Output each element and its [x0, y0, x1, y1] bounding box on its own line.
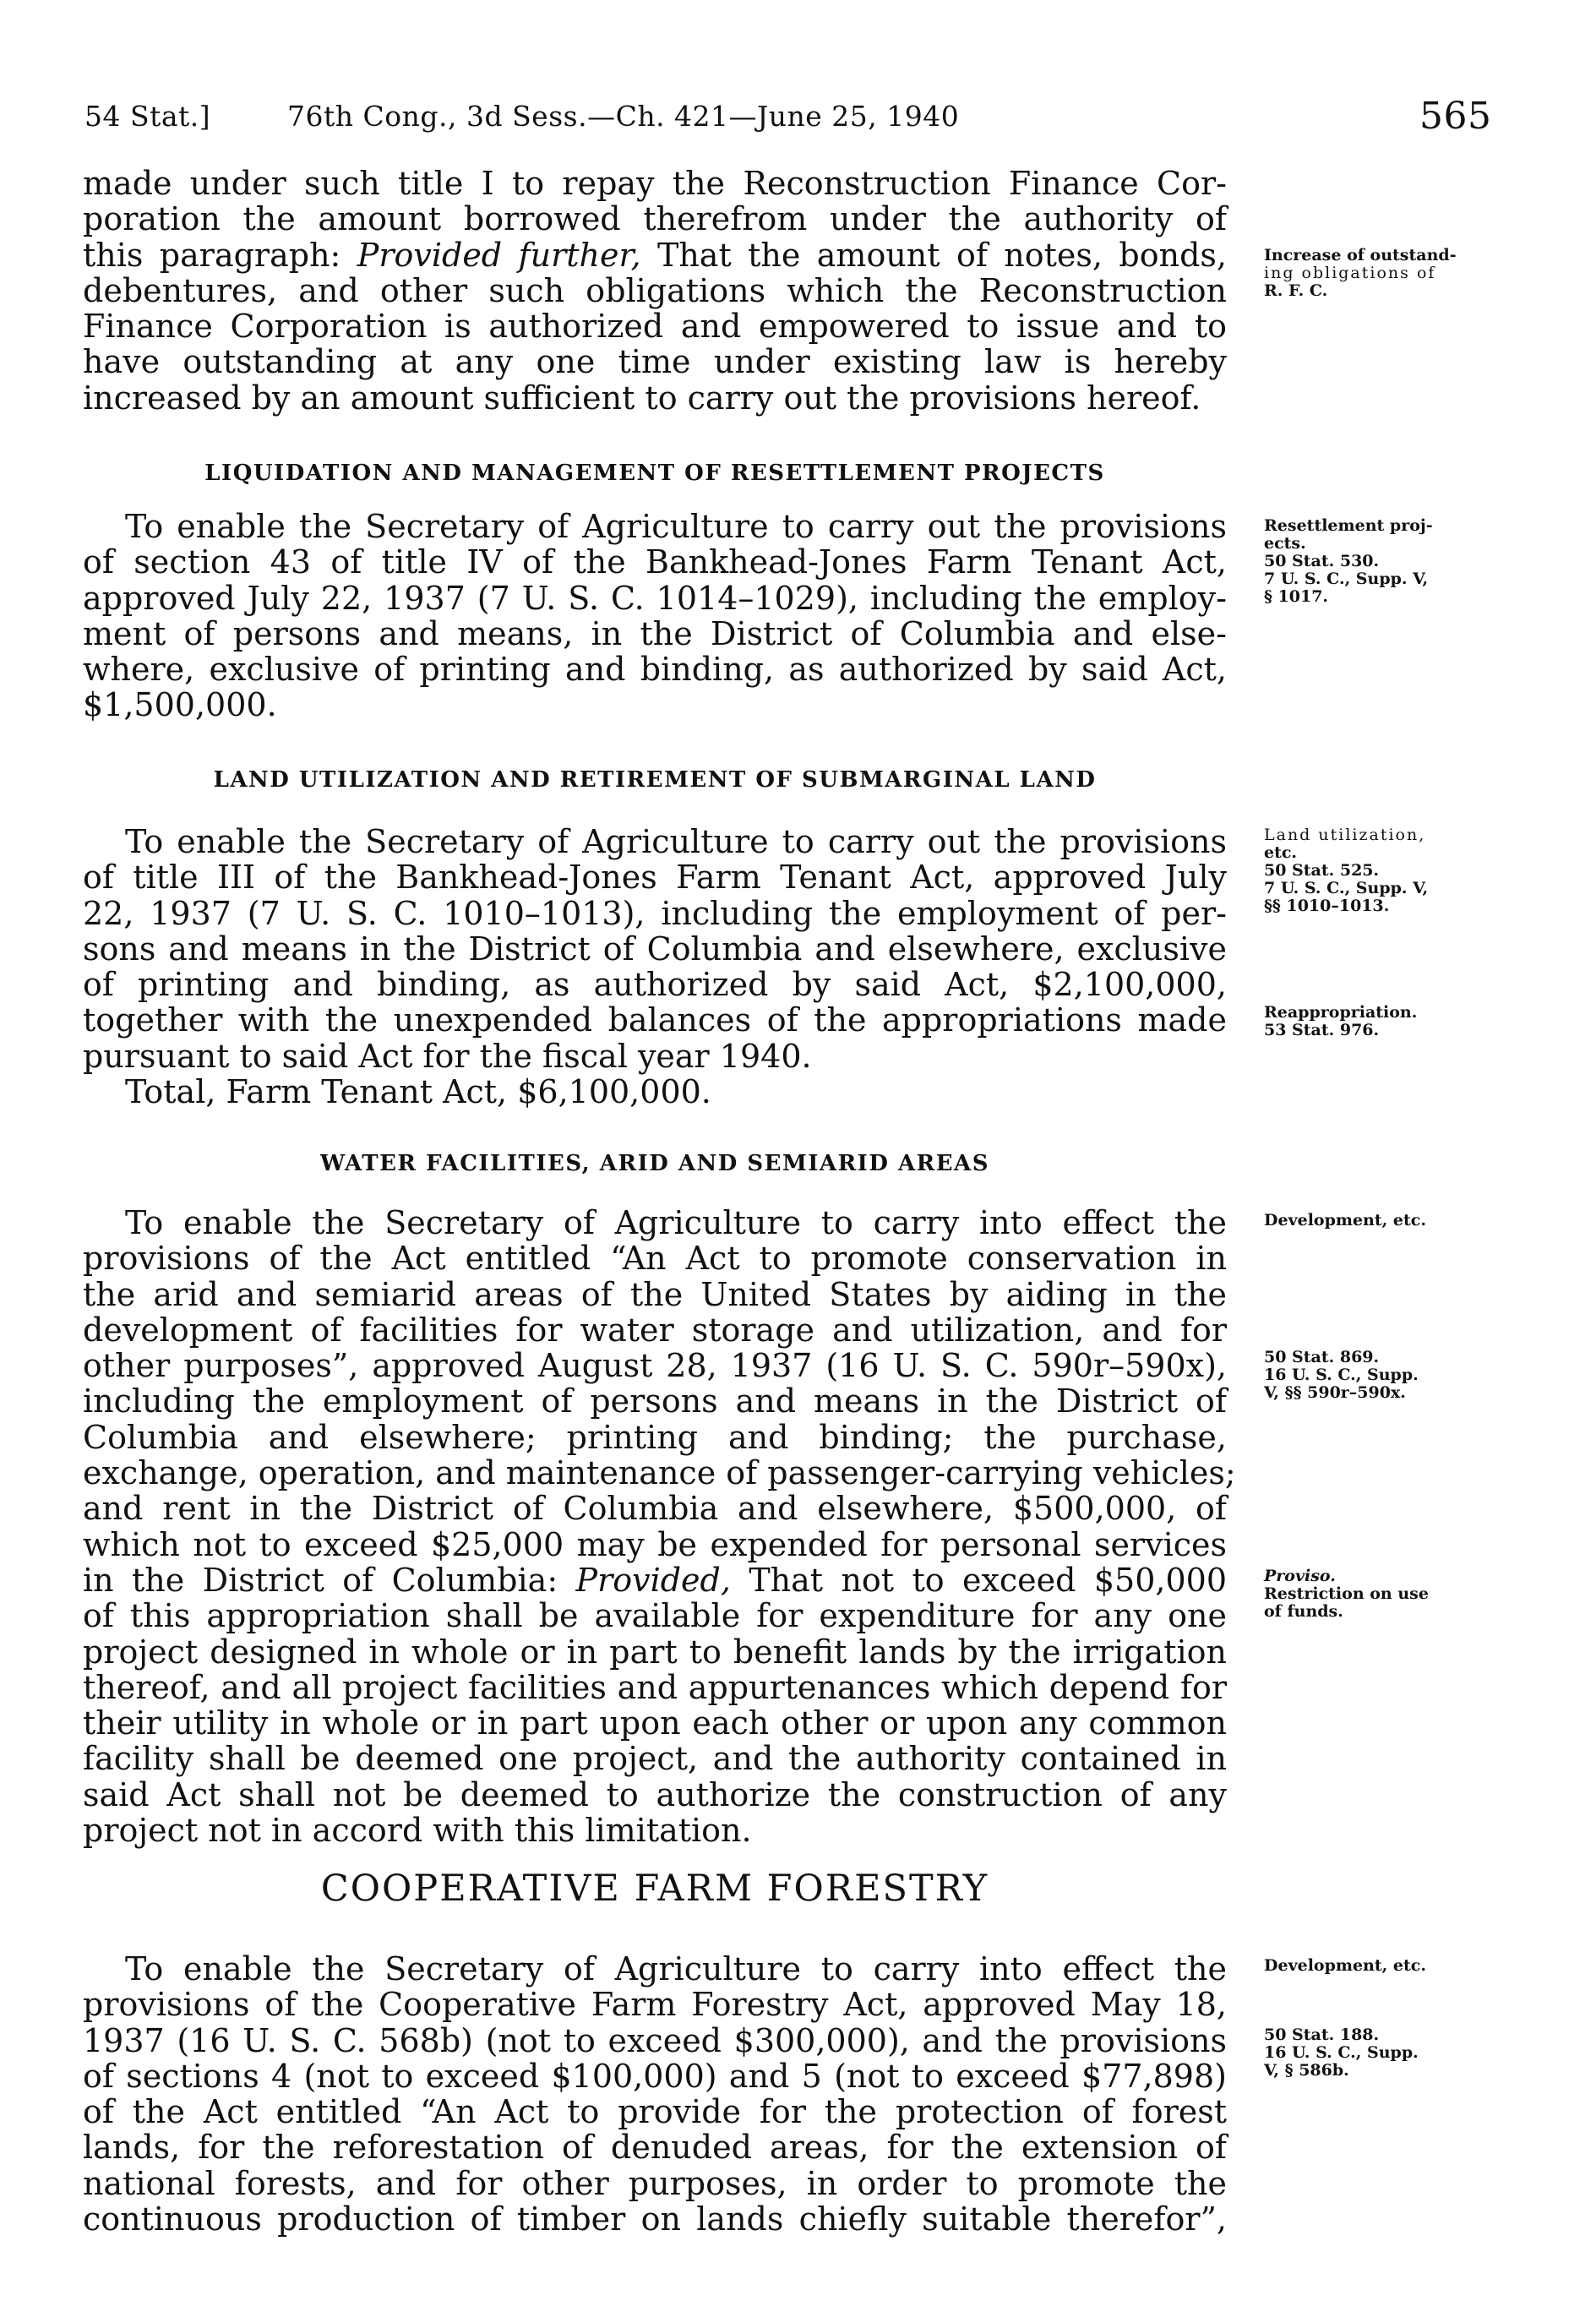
text-line: thereof, and all project facilities and appurtenances which depend for [83, 1668, 1227, 1706]
margin-note-line: 53 Stat. 976. [1264, 1021, 1380, 1039]
text-line: pursuant to said Act for the fiscal year 1940. [83, 1037, 812, 1075]
text-line: sons and means in the District of Columbia and elsewhere, exclusive [83, 930, 1227, 968]
text-line: other purposes”, approved August 28, 1937 (16 U. S. C. 590r–590x), [83, 1347, 1227, 1385]
margin-note-line: 7 U. S. C., Supp. V, [1264, 570, 1429, 588]
margin-note-rfc-obligations [1264, 247, 1492, 300]
text-line: have outstanding at any one time under existing law is hereby [83, 343, 1227, 381]
text-line: 22, 1937 (7 U. S. C. 1010–1013), including the employment of per- [83, 894, 1227, 932]
text-line: of sections 4 (not to exceed $100,000) and 5 (not to exceed $77,898) [83, 2057, 1227, 2095]
margin-note-line: §§ 1010–1013. [1264, 897, 1390, 915]
margin-note-line: Resettlement proj- [1264, 516, 1433, 535]
text-line: $1,500,000. [83, 686, 277, 724]
section-heading-water-facilities: WATER FACILITIES, ARID AND SEMIARID AREAS [319, 1151, 989, 1176]
text-line: including the employment of persons and means in the District of [83, 1382, 1227, 1420]
paragraph-cooperative-forestry [83, 1951, 1227, 2237]
margin-note-line: Land utilization, [1264, 826, 1426, 844]
text-line: continuous production of timber on lands chiefly suitable therefor”, [83, 2200, 1227, 2238]
text-line: ment of persons and means, in the District of Columbia and else- [83, 614, 1227, 652]
margin-note-line: 7 U. S. C., Supp. V, [1264, 879, 1429, 897]
margin-note-land-utilization [1264, 826, 1492, 915]
margin-note-line: Proviso. [1264, 1567, 1336, 1585]
margin-note-line: 50 Stat. 188. [1264, 2026, 1380, 2044]
text-line: increased by an amount sufficient to carry out the provisions hereof. [83, 379, 1201, 417]
text-line: provisions of the Cooperative Farm Forestry Act, approved May 18, [83, 1986, 1227, 2024]
margin-note-line: etc. [1264, 843, 1298, 862]
text-line: exchange, operation, and maintenance of passenger-carrying vehicles; [83, 1454, 1236, 1492]
margin-note-proviso [1264, 1568, 1492, 1621]
margin-note-line: 50 Stat. 869. [1264, 1348, 1380, 1366]
text-line: project not in accord with this limitation. [83, 1812, 752, 1850]
text-line: 1937 (16 U. S. C. 568b) (not to exceed $300,000), and the provisions [83, 2021, 1227, 2059]
text-line: of the Act entitled “An Act to provide for the protection of forest [83, 2093, 1227, 2131]
text-line: lands, for the reforestation of denuded areas, for the extension of [83, 2129, 1227, 2167]
text-segment: That the amount of notes, bonds, [640, 236, 1227, 274]
text-segment: That not to exceed $50,000 [730, 1561, 1227, 1599]
text-line: where, exclusive of printing and binding, as authorized by said Act, [83, 651, 1227, 689]
margin-note-line: ects. [1264, 534, 1306, 553]
text-line: national forests, and for other purposes, in order to promote the [83, 2164, 1227, 2202]
text-line: said Act shall not be deemed to authorize the construction of any [83, 1775, 1227, 1813]
text-line: made under such title I to repay the Reconstruction Finance Cor- [83, 165, 1227, 202]
paragraph-resettlement [83, 509, 1227, 723]
text-line: which not to exceed $25,000 may be expended for personal services [83, 1525, 1227, 1563]
text-segment: this paragraph: [83, 236, 357, 274]
paragraph-water-facilities [83, 1204, 1236, 1850]
text-line: To enable the Secretary of Agriculture to carry into effect the [125, 1204, 1227, 1241]
text-line: project designed in whole or in part to benefit lands by the irrigation [83, 1633, 1227, 1671]
margin-note-line: Development, etc. [1264, 1956, 1426, 1975]
margin-note-line: Increase of outstand- [1264, 246, 1457, 264]
text-line: debentures, and other such obligations which the Reconstruction [83, 271, 1227, 309]
margin-note-line: V, §§ 590r–590x. [1264, 1383, 1406, 1402]
margin-note-forestry-citation [1264, 2026, 1492, 2080]
text-line: poration the amount borrowed therefrom under the authority of [83, 200, 1227, 238]
margin-note-line: § 1017. [1264, 587, 1329, 606]
text-line: To enable the Secretary of Agriculture to carry out the provisions [125, 823, 1227, 860]
section-heading-land-utilization: LAND UTILIZATION AND RETIREMENT OF SUBMARGINAL LAND [213, 767, 1097, 793]
paragraph-rfc-repayment [83, 166, 1227, 416]
session-header: 76th Cong., 3d Sess.—Ch. 421—June 25, 1940 [287, 100, 960, 133]
text-line: of section 43 of title IV of the Bankhead-Jones Farm Tenant Act, [83, 543, 1227, 581]
margin-note-line: R. F. C. [1264, 281, 1328, 300]
proviso-italic: Provided, [575, 1561, 731, 1599]
text-line: development of facilities for water storage and utilization, and for [83, 1311, 1227, 1349]
margin-note-line: 16 U. S. C., Supp. [1264, 1366, 1419, 1384]
margin-note-line: 50 Stat. 530. [1264, 552, 1380, 570]
margin-note-line: of funds. [1264, 1602, 1343, 1621]
margin-note-line: 50 Stat. 525. [1264, 861, 1380, 880]
margin-note-line: Restriction on use [1264, 1584, 1429, 1603]
margin-note-development-water [1264, 1212, 1492, 1230]
text-line: of printing and binding, as authorized by said Act, $2,100,000, [83, 966, 1227, 1004]
margin-note-development-forestry [1264, 1957, 1492, 1975]
text-line [83, 1562, 1227, 1598]
page-number: 565 [1419, 95, 1492, 138]
text-line: together with the unexpended balances of the appropriations made [83, 1001, 1227, 1039]
proviso-italic: Provided further, [357, 236, 641, 274]
text-line: of this appropriation shall be available for expenditure for any one [83, 1597, 1227, 1635]
text-line: their utility in whole or in part upon each other or upon any common [83, 1704, 1227, 1742]
margin-note-line: ing obligations of [1264, 264, 1436, 282]
margin-note-line: Reappropriation. [1264, 1003, 1418, 1022]
text-line: facility shall be deemed one project, and the authority contained in [83, 1740, 1227, 1778]
margin-note-line: V, § 586b. [1264, 2061, 1349, 2080]
paragraph-land-utilization [83, 824, 1227, 1110]
text-line: approved July 22, 1937 (7 U. S. C. 1014–1029), including the employ- [83, 579, 1227, 617]
statute-reference: 54 Stat.] [84, 100, 211, 133]
text-line: and rent in the District of Columbia and elsewhere, $500,000, of [83, 1490, 1227, 1528]
text-line: Columbia and elsewhere; printing and binding; the purchase, [83, 1418, 1227, 1456]
section-heading-cooperative-forestry: COOPERATIVE FARM FORESTRY [320, 1868, 989, 1910]
text-line: the arid and semiarid areas of the United States by aiding in the [83, 1275, 1227, 1313]
total-line: Total, Farm Tenant Act, $6,100,000. [125, 1073, 711, 1111]
text-line: of title III of the Bankhead-Jones Farm Tenant Act, approved July [83, 859, 1227, 897]
text-line: Finance Corporation is authorized and empowered to issue and to [83, 308, 1227, 346]
margin-note-line: 16 U. S. C., Supp. [1264, 2043, 1419, 2062]
text-line [83, 237, 1227, 273]
margin-note-resettlement [1264, 517, 1492, 606]
text-line: To enable the Secretary of Agriculture to carry out the provisions [125, 508, 1227, 545]
text-segment: in the District of Columbia: [83, 1561, 576, 1599]
margin-note-reappropriation [1264, 1004, 1492, 1039]
margin-note-line: Development, etc. [1264, 1211, 1426, 1230]
text-line: To enable the Secretary of Agriculture to carry into effect the [125, 1950, 1227, 1987]
text-line: provisions of the Act entitled “An Act to promote conservation in [83, 1240, 1227, 1278]
section-heading-resettlement: LIQUIDATION AND MANAGEMENT OF RESETTLEMENT PROJECTS [204, 461, 1105, 486]
margin-note-water-citation [1264, 1349, 1492, 1402]
